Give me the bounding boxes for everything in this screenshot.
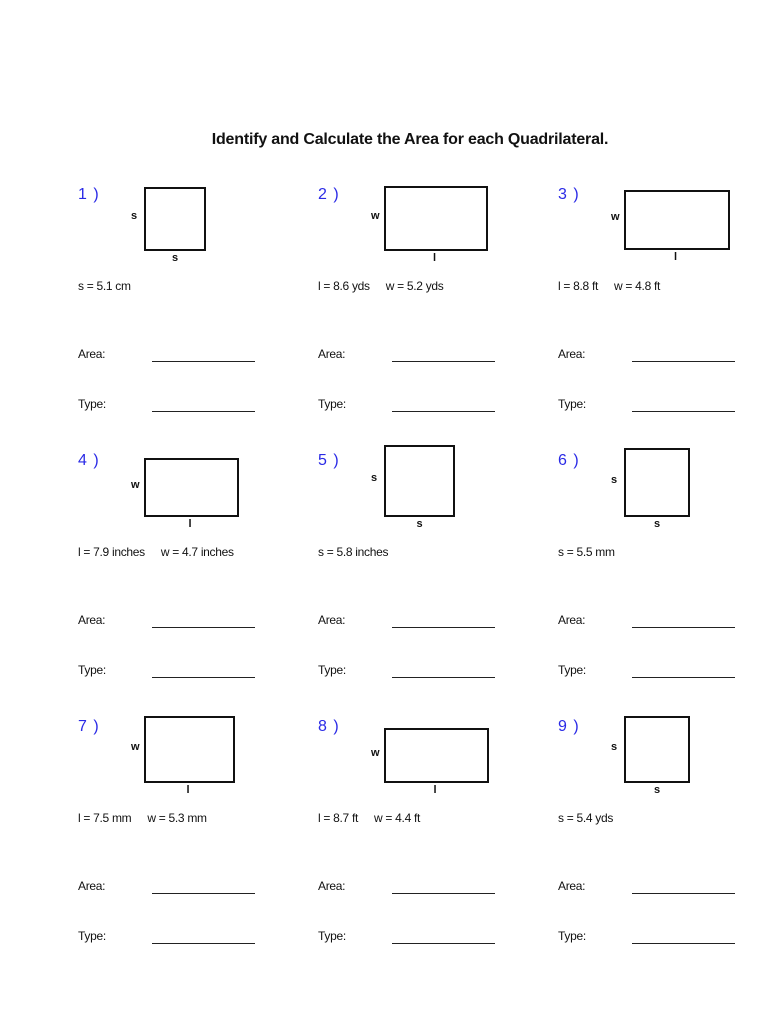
square-shape bbox=[624, 448, 690, 517]
type-answer-line[interactable] bbox=[392, 677, 495, 678]
type-label: Type: bbox=[78, 663, 106, 677]
area-field[interactable] bbox=[558, 613, 768, 633]
side-dimension-label: s bbox=[611, 740, 618, 753]
problem-number: 3 ) bbox=[558, 186, 580, 203]
bottom-dimension-label: l bbox=[433, 252, 437, 264]
type-field[interactable] bbox=[318, 663, 558, 683]
problem-8 bbox=[318, 718, 558, 978]
measurement-value: w = 4.7 inches bbox=[160, 545, 234, 559]
side-dimension-label: w bbox=[371, 746, 380, 759]
problem-number: 8 ) bbox=[318, 718, 340, 735]
area-label: Area: bbox=[558, 879, 586, 893]
measurement-value: w = 4.4 ft bbox=[374, 811, 421, 825]
problem-2 bbox=[318, 186, 558, 446]
measurement-value: w = 4.8 ft bbox=[614, 279, 661, 293]
bottom-dimension-label: s bbox=[172, 252, 179, 264]
problem-5 bbox=[318, 452, 558, 712]
type-answer-line[interactable] bbox=[152, 943, 255, 944]
area-field[interactable] bbox=[78, 347, 318, 367]
problem-number: 1 ) bbox=[78, 186, 100, 203]
page-title: Identify and Calculate the Area for each Quadrilateral. bbox=[211, 131, 609, 148]
problem-number: 5 ) bbox=[318, 452, 340, 469]
measurement-value: l = 7.9 inches bbox=[78, 545, 145, 559]
bottom-dimension-label: s bbox=[654, 784, 661, 796]
type-label: Type: bbox=[318, 663, 346, 677]
measurement-value: s = 5.8 inches bbox=[318, 545, 389, 559]
problem-4 bbox=[78, 452, 318, 712]
type-answer-line[interactable] bbox=[632, 411, 735, 412]
type-label: Type: bbox=[558, 929, 586, 943]
problem-number: 4 ) bbox=[78, 452, 100, 469]
type-field[interactable] bbox=[78, 663, 318, 683]
side-dimension-label: w bbox=[131, 740, 140, 753]
rectangle-shape bbox=[384, 728, 489, 783]
type-answer-line[interactable] bbox=[392, 943, 495, 944]
area-field[interactable] bbox=[558, 347, 768, 367]
area-label: Area: bbox=[78, 613, 106, 627]
type-field[interactable] bbox=[558, 663, 768, 683]
side-dimension-label: w bbox=[611, 211, 620, 223]
area-label: Area: bbox=[558, 613, 586, 627]
problem-number: 6 ) bbox=[558, 452, 580, 469]
area-field[interactable] bbox=[318, 613, 558, 633]
area-label: Area: bbox=[318, 347, 346, 361]
bottom-dimension-label: l bbox=[674, 251, 678, 263]
square-shape bbox=[144, 187, 206, 251]
problem-1 bbox=[78, 186, 318, 446]
type-field[interactable] bbox=[558, 929, 768, 949]
measurements bbox=[558, 545, 615, 559]
measurement-value: l = 7.5 mm bbox=[78, 811, 132, 825]
area-answer-line[interactable] bbox=[632, 893, 735, 894]
type-answer-line[interactable] bbox=[152, 411, 255, 412]
type-field[interactable] bbox=[78, 929, 318, 949]
area-answer-line[interactable] bbox=[392, 627, 495, 628]
problem-3 bbox=[558, 186, 768, 446]
bottom-dimension-label: s bbox=[654, 518, 661, 530]
type-label: Type: bbox=[558, 663, 586, 677]
measurement-value: s = 5.1 cm bbox=[78, 279, 131, 293]
area-answer-line[interactable] bbox=[392, 361, 495, 362]
type-answer-line[interactable] bbox=[392, 411, 495, 412]
measurement-value: l = 8.8 ft bbox=[558, 279, 599, 293]
rectangle-shape bbox=[624, 190, 730, 250]
type-field[interactable] bbox=[558, 397, 768, 417]
area-answer-line[interactable] bbox=[632, 627, 735, 628]
type-field[interactable] bbox=[318, 929, 558, 949]
side-dimension-label: s bbox=[611, 473, 618, 486]
type-field[interactable] bbox=[78, 397, 318, 417]
side-dimension-label: s bbox=[371, 472, 378, 484]
problem-6 bbox=[558, 452, 768, 712]
square-shape bbox=[624, 716, 690, 783]
bottom-dimension-label: l bbox=[186, 784, 190, 796]
rectangle-shape bbox=[144, 458, 239, 517]
bottom-dimension-label: s bbox=[416, 518, 423, 530]
area-label: Area: bbox=[78, 347, 106, 361]
type-answer-line[interactable] bbox=[632, 677, 735, 678]
problem-7 bbox=[78, 718, 318, 978]
side-dimension-label: w bbox=[131, 478, 140, 491]
square-shape bbox=[384, 445, 455, 517]
bottom-dimension-label: l bbox=[433, 784, 437, 796]
rectangle-shape bbox=[384, 186, 488, 251]
side-dimension-label: w bbox=[371, 209, 380, 222]
type-label: Type: bbox=[78, 929, 106, 943]
measurements bbox=[78, 279, 131, 293]
measurements bbox=[318, 545, 388, 559]
measurements bbox=[318, 279, 443, 293]
area-label: Area: bbox=[78, 879, 106, 893]
problem-number: 7 ) bbox=[78, 718, 100, 735]
type-answer-line[interactable] bbox=[152, 677, 255, 678]
area-answer-line[interactable] bbox=[152, 627, 255, 628]
area-field[interactable] bbox=[318, 879, 558, 899]
type-label: Type: bbox=[558, 397, 586, 411]
type-field[interactable] bbox=[318, 397, 558, 417]
area-label: Area: bbox=[318, 879, 346, 893]
type-answer-line[interactable] bbox=[632, 943, 735, 944]
area-field[interactable] bbox=[78, 879, 318, 899]
type-label: Type: bbox=[318, 397, 346, 411]
problem-number: 2 ) bbox=[318, 186, 340, 203]
measurement-value: w = 5.3 mm bbox=[147, 811, 207, 825]
area-answer-line[interactable] bbox=[152, 361, 255, 362]
area-field[interactable] bbox=[558, 879, 768, 899]
area-answer-line[interactable] bbox=[392, 893, 495, 894]
measurements bbox=[318, 811, 420, 825]
area-label: Area: bbox=[558, 347, 586, 361]
measurement-value: l = 8.7 ft bbox=[318, 811, 359, 825]
area-answer-line[interactable] bbox=[152, 893, 255, 894]
measurement-value: s = 5.5 mm bbox=[558, 545, 615, 559]
measurements bbox=[558, 279, 660, 293]
side-dimension-label: s bbox=[131, 210, 138, 222]
problem-9 bbox=[558, 718, 768, 978]
type-label: Type: bbox=[318, 929, 346, 943]
area-field[interactable] bbox=[318, 347, 558, 367]
measurement-value: s = 5.4 yds bbox=[558, 811, 614, 825]
area-answer-line[interactable] bbox=[632, 361, 735, 362]
bottom-dimension-label: l bbox=[188, 518, 192, 530]
problem-number: 9 ) bbox=[558, 718, 580, 735]
type-label: Type: bbox=[78, 397, 106, 411]
measurements bbox=[558, 811, 613, 825]
measurements bbox=[78, 545, 234, 559]
area-field[interactable] bbox=[78, 613, 318, 633]
measurement-value: w = 5.2 yds bbox=[385, 279, 444, 293]
rectangle-shape bbox=[144, 716, 235, 783]
area-label: Area: bbox=[318, 613, 346, 627]
measurements bbox=[78, 811, 207, 825]
measurement-value: l = 8.6 yds bbox=[318, 279, 370, 293]
